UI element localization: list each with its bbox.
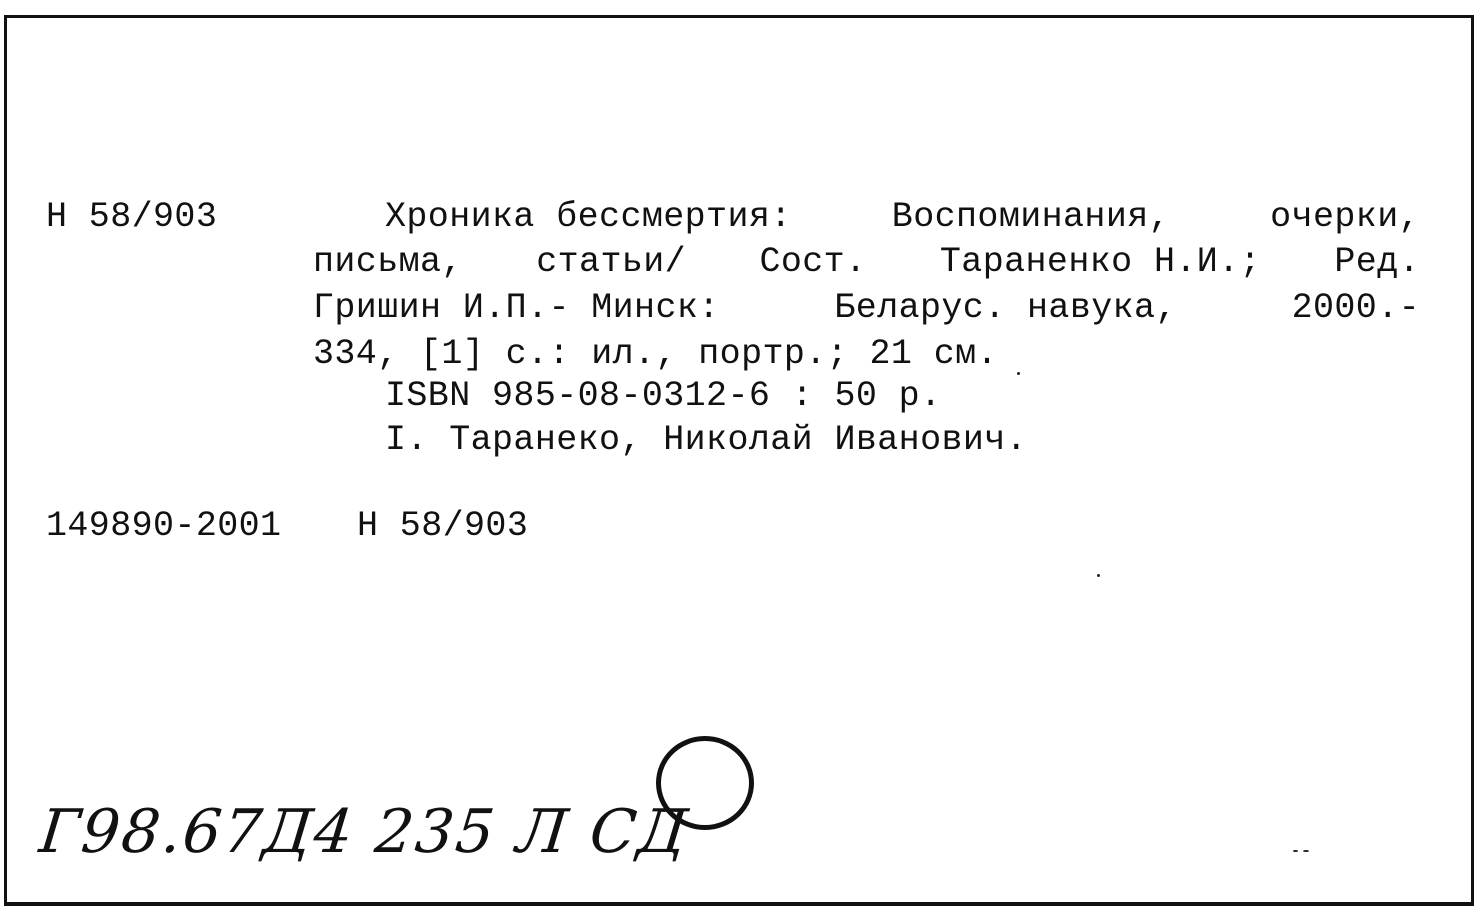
handwritten-classification: Г98.67Д4 235 Л СД (36, 797, 693, 867)
title-word: Беларус. навука, (834, 288, 1177, 328)
title-word: Воспоминания, (891, 197, 1171, 237)
title-word: Гришин И.П.- Минск: (313, 288, 720, 328)
shelf-mark: Н 58/903 (46, 197, 218, 237)
collation: 334, [1] с.: ил., портр.; 21 см. (313, 334, 998, 374)
scan-speck (1017, 372, 1020, 375)
inventory-shelf-mark: Н 58/903 (357, 506, 529, 546)
title-word: 2000.- (1291, 288, 1420, 328)
scan-speck (1097, 574, 1100, 577)
description-line-2 (313, 240, 1420, 284)
title-word: Хроника бессмертия: (385, 197, 792, 237)
isbn-price: ISBN 985-08-0312-6 : 50 р. (385, 376, 942, 416)
scan-speck (1293, 850, 1298, 852)
title-word: Сост. (759, 242, 867, 282)
description-line-1 (385, 195, 1420, 239)
scan-speck (1303, 850, 1309, 852)
description-line-3 (313, 286, 1420, 330)
inventory-number: 149890-2001 (46, 506, 282, 546)
title-word: статьи/ (536, 242, 687, 282)
added-entry: I. Таранеко, Николай Иванович. (385, 420, 1028, 460)
title-word: письма, (313, 242, 463, 282)
title-word: Ред. (1334, 242, 1420, 282)
title-word: очерки, (1270, 197, 1420, 237)
title-word: Тараненко Н.И.; (939, 242, 1261, 282)
circle-stamp (656, 736, 754, 830)
